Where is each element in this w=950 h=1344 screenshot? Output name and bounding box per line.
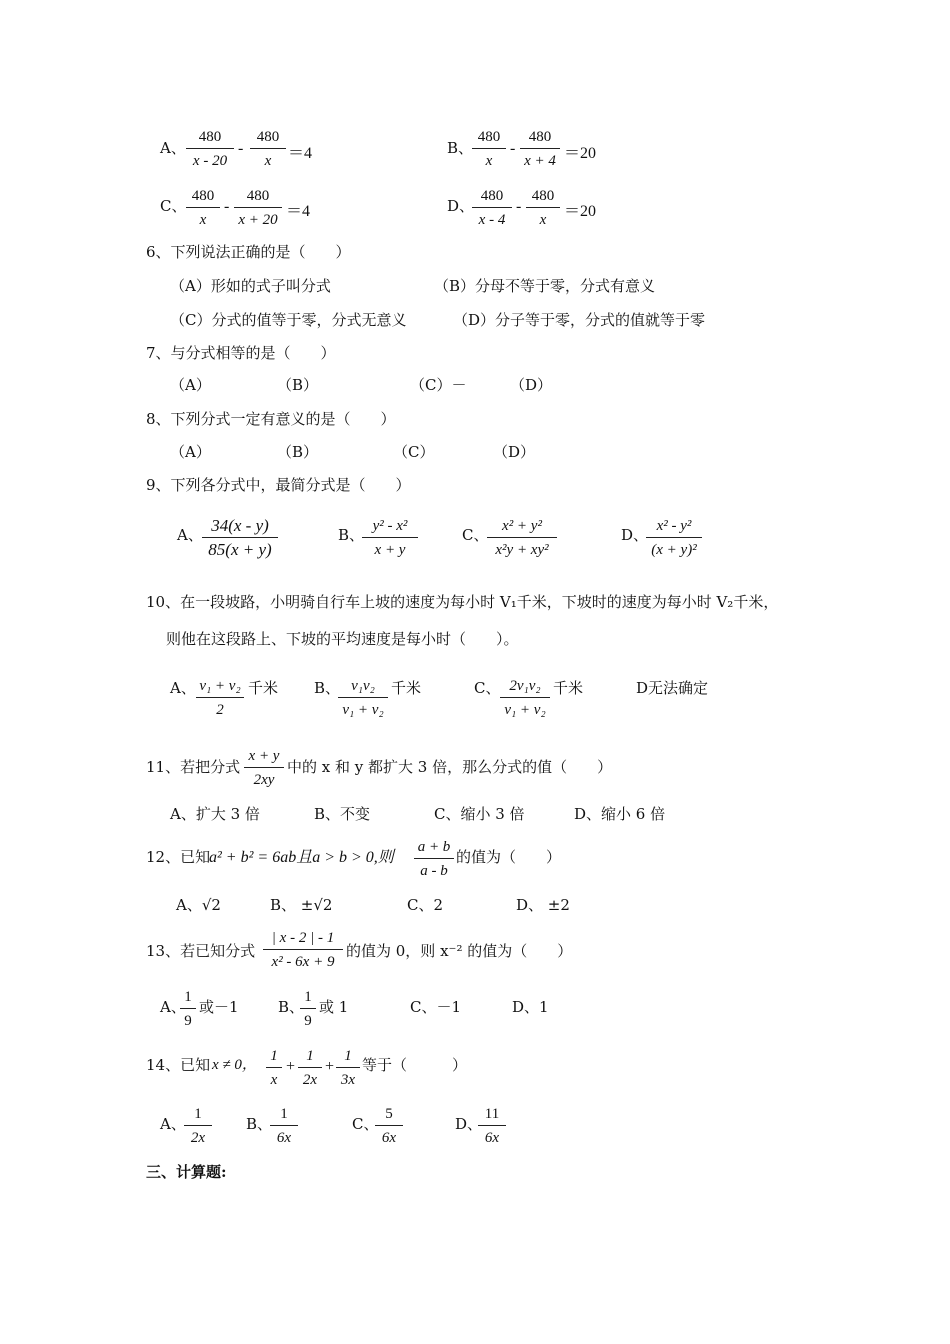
q6-stem: 6、下列说法正确的是（ ） — [146, 243, 351, 261]
q14-option-d-label: D、 — [455, 1115, 483, 1133]
q5-a-fraction-2: 480 x — [250, 127, 286, 171]
q8-option-c: （C） — [393, 443, 435, 461]
q9-option-c-fraction: x² + y² x²y + xy² — [487, 516, 557, 560]
q9-option-d-fraction: x² - y² (x + y)² — [646, 516, 702, 560]
q13-stem-post: 的值为 0，则 x⁻² 的值为（ ） — [346, 942, 573, 960]
q9-option-b-label: B、 — [338, 526, 365, 544]
q11-option-c: C、缩小 3 倍 — [434, 805, 525, 823]
q14-term-2: 1 2x — [298, 1046, 322, 1090]
q7-option-c: （C）－ — [410, 376, 467, 394]
q10-option-a-label: A、 — [170, 679, 196, 697]
q11-option-a: A、扩大 3 倍 — [170, 805, 260, 823]
q12-stem-post: 的值为（ ） — [456, 848, 562, 866]
q5-option-c-label: C、 — [160, 197, 187, 215]
q10-option-c-label: C、 — [474, 679, 501, 697]
q11-option-b: B、不变 — [314, 805, 371, 823]
q13-option-a-fraction: 1 9 — [180, 987, 196, 1031]
q5-option-a-label: A、 — [160, 139, 186, 157]
q13-option-a-label: A、 — [160, 998, 186, 1016]
q14-option-c-fraction: 5 6x — [375, 1104, 403, 1148]
q10-stem-line2: 则他在这段路上、下坡的平均速度是每小时（ ）。 — [166, 630, 519, 648]
q14-term-3: 1 3x — [336, 1046, 360, 1090]
q10-option-c-fraction: 2v₁v₂ v₁ + v₂ — [500, 676, 550, 720]
q13-stem-pre: 13、若已知分式 — [146, 942, 256, 960]
q13-option-a-tail: 或－1 — [199, 998, 239, 1016]
q5-c-fraction-2: 480 x + 20 — [234, 186, 282, 230]
q14-stem-pre: 14、已知 — [146, 1056, 211, 1074]
q11-stem-post: 中的 x 和 y 都扩大 3 倍，那么分式的值（ ） — [287, 758, 613, 776]
q8-stem: 8、下列分式一定有意义的是（ ） — [146, 410, 396, 428]
q11-option-d: D、缩小 6 倍 — [574, 805, 666, 823]
q13-option-d: D、1 — [512, 998, 549, 1016]
q14-option-b-fraction: 1 6x — [270, 1104, 298, 1148]
q6-option-d: （D）分子等于零，分式的值就等于零 — [453, 311, 706, 329]
q11-fraction: x + y 2xy — [244, 746, 284, 790]
q10-option-b-label: B、 — [314, 679, 341, 697]
q12-option-b: B、 ±√2 — [270, 896, 333, 914]
q9-option-b-fraction: y² - x² x + y — [362, 516, 418, 560]
q12-option-d: D、 ±2 — [516, 896, 570, 914]
q14-option-a-fraction: 1 2x — [184, 1104, 212, 1148]
q14-term-1: 1 x — [266, 1046, 282, 1090]
q10-option-b-fraction: v₁v₂ v₁ + v₂ — [338, 676, 388, 720]
q11-stem-pre: 11、若把分式 — [146, 758, 241, 776]
q5-b-fraction-1: 480 x — [472, 127, 506, 171]
q5-b-fraction-2: 480 x + 4 — [520, 127, 560, 171]
q12-option-c: C、2 — [407, 896, 444, 914]
q5-d-fraction-2: 480 x — [526, 186, 560, 230]
q5-c-fraction-1: 480 x — [186, 186, 220, 230]
q10-stem-line1: 10、在一段坡路，小明骑自行车上坡的速度为每小时 V₁千米，下坡时的速度为每小时 V₂千米， — [146, 593, 779, 611]
q8-option-b: （B） — [277, 443, 319, 461]
q6-option-b: （B）分母不等于零，分式有意义 — [434, 277, 656, 295]
q8-option-d: （D） — [493, 443, 536, 461]
q5-d-fraction-1: 480 x - 4 — [472, 186, 512, 230]
q14-stem-post: 等于（ ） — [362, 1056, 468, 1074]
q14-option-a-label: A、 — [160, 1115, 186, 1133]
q8-option-a: （A） — [170, 443, 211, 461]
q14-option-c-label: C、 — [352, 1115, 379, 1133]
q14-option-d-fraction: 11 6x — [478, 1104, 506, 1148]
q10-option-b-unit: 千米 — [391, 679, 422, 697]
q10-option-a-unit: 千米 — [248, 679, 279, 697]
q13-option-b-fraction: 1 9 — [300, 987, 316, 1031]
q9-option-a-label: A、 — [177, 526, 203, 544]
q7-stem: 7、与分式相等的是（ ） — [146, 344, 336, 362]
q5-option-b-label: B、 — [447, 139, 474, 157]
q9-option-c-label: C、 — [462, 526, 489, 544]
q9-stem: 9、下列各分式中，最简分式是（ ） — [146, 476, 411, 494]
q10-option-d: D无法确定 — [636, 679, 709, 697]
q10-option-c-unit: 千米 — [553, 679, 584, 697]
q5-a-fraction-1: 480 x - 20 — [186, 127, 234, 171]
q7-option-b: （B） — [277, 376, 319, 394]
q12-condition: a² + b² = 6ab且a > b > 0,则 — [209, 849, 394, 866]
q9-option-a-fraction: 34(x - y) 85(x + y) — [202, 516, 278, 560]
q7-option-a: （A） — [170, 376, 211, 394]
q12-fraction: a + b a - b — [414, 837, 454, 881]
q12-option-a: A、√2 — [176, 896, 221, 914]
q13-option-b-tail: 或 1 — [319, 998, 349, 1016]
q13-option-c: C、－1 — [410, 998, 462, 1016]
section-3-heading: 三、计算题: — [146, 1163, 227, 1181]
q6-option-a: （A）形如的式子叫分式 — [170, 277, 331, 295]
q14-option-b-label: B、 — [246, 1115, 273, 1133]
q6-option-c: （C）分式的值等于零，分式无意义 — [170, 311, 407, 329]
q13-fraction: | x - 2 | - 1 x² - 6x + 9 — [263, 928, 343, 972]
q14-condition: x ≠ 0， — [212, 1057, 257, 1073]
q13-option-b-label: B、 — [278, 998, 305, 1016]
q10-option-a-fraction: v₁ + v₂ 2 — [196, 676, 244, 720]
q7-option-d: （D） — [510, 376, 553, 394]
q9-option-d-label: D、 — [621, 526, 649, 544]
q5-option-d-label: D、 — [447, 197, 475, 215]
q12-stem-pre: 12、已知 — [146, 848, 211, 866]
